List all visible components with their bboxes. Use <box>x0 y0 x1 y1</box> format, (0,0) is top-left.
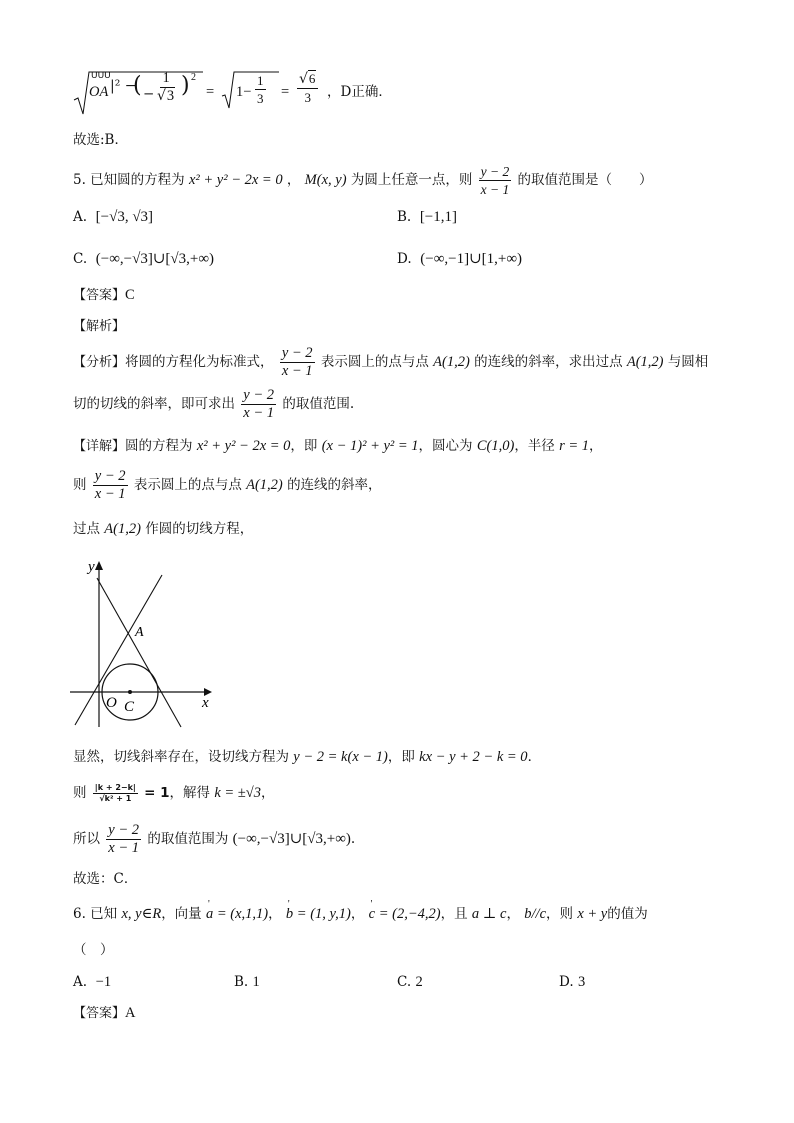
q5-option-d: D. (−∞,−1]∪[1,+∞) <box>397 251 523 267</box>
origin-label: O <box>106 695 117 711</box>
q5-option-c: C. (−∞,−√3]∪[√3,+∞) <box>73 251 215 267</box>
root6-over-3: $\frac{√6}{3}$ <box>297 70 318 106</box>
d-correct: ，D正确． <box>327 84 392 100</box>
center-label: C <box>124 699 135 715</box>
y-axis-arrow-icon <box>95 561 103 570</box>
q5-analysis-tag: 【解析】 <box>73 319 126 334</box>
one-over-root3: $\frac{1}{√3}$ <box>157 70 175 104</box>
tangent-line-positive <box>75 575 162 725</box>
q5-answer: 【答案】C <box>73 287 135 303</box>
q5-option-a: A. [−√3, √3] <box>73 209 154 225</box>
q5-range-result: 所以 $\frac{y - 2}{x - 1}$ 的取值范围为 (−∞,−√3]∪[√3,+∞). <box>73 822 356 856</box>
q5-tangent-setup: 显然，切线斜率存在，设切线方程为 y − 2 = k(x − 1)，即 kx − y + 2 − k = 0． <box>73 749 542 765</box>
document-page: UUU OA |² − ( − $\frac{1}{√3}$ ) 2 = 1− $\frac{1}{3}$ = $\frac{√6}{3}$ ，D正确． 故选:B． 5. 已知圆的方程为 x² + y² − 2x = 0 ， M(x, y) 为圆上任意一点，则 $\frac{y - 2}{x - 1}$ 的取值范围是（ ） A. [−√3, √3] B. [−1,1] C. (−∞,−√3]∪[√3,+∞) D. (−∞,−1]∪[1,+∞) 【答案】C 【解析】 【分析】将圆的方程化为标准式， $\frac{y - 2}{x - 1}$ 表示圆上的点与点 A(1,2) 的连线的斜率，求出过点 A(1,2) 与圆相 切的切线的斜率，即可求出 $\frac{y - 2}{x - 1}$ 的取值范围. 【详解】圆的方程为 x² + y² − 2x = 0，即 (x − 1)² + y² = 1，圆心为 C(1,0)，半径 r = 1， 则 $\frac{y - 2}{x - 1}$ 表示圆上的点与点 A(1,2) 的连线的斜率， 过点 A(1,2) 作圆的切线方程， y x O C A 显然，切线斜率存在，设切线方程为 y − 2 = k(x − 1)，即 kx − y + 2 − k = 0． 则 $\frac{|k + 2-k|}{\text{√k² + 1}}$ = 1，解得 k = ±√3， 所以 $\frac{y - 2}{x - 1}$ 的取值范围为 (−∞,−√3]∪[√3,+∞). 故选：C． 6. 已知 x, y∈R，向量 ' a = (x,1,1)， ' b = (1, y,1)， ' c = (2,−4,2)，且 a ⊥ c， b//c，则 x + y的值为 （ ） A. −1 B. 1 C. 2 D. 3 【答案】A <box>0 0 794 1123</box>
point-a-label: A <box>135 625 144 640</box>
conclusion-b: 故选:B． <box>73 132 128 148</box>
q5-xiangjie-line2: 则 $\frac{y - 2}{x - 1}$ 表示圆上的点与点 A(1,2) 的连线的斜率， <box>73 468 382 502</box>
vector-marker: UUU <box>91 71 111 81</box>
q5-distance-eq: 则 $\frac{|k + 2-k|}{\text{√k² + 1}}$ = 1，解得 k = ±√3， <box>73 783 275 803</box>
tangent-figure <box>66 555 216 735</box>
point-a: A(1,2) <box>433 354 470 370</box>
q6-paren: （ ） <box>73 942 114 958</box>
q6-option-b: B. 1 <box>234 974 260 990</box>
q5-stem: 5. 已知圆的方程为 x² + y² − 2x = 0 ， M(x, y) 为圆上任意一点，则 $\frac{y - 2}{x - 1}$ 的取值范围是（ ） <box>73 164 653 197</box>
q5-option-b: B. [−1,1] <box>397 209 458 225</box>
center-point <box>128 690 132 694</box>
center-c: C(1,0) <box>476 438 515 454</box>
q5-conclusion: 故选：C． <box>73 871 138 887</box>
q5-fenxi-line2: 切的切线的斜率，即可求出 $\frac{y - 2}{x - 1}$ 的取值范围. <box>73 387 355 421</box>
q6-option-a: A. −1 <box>73 974 112 990</box>
q6-answer: 【答案】A <box>73 1005 136 1021</box>
q6-option-c: C. 2 <box>397 974 423 990</box>
q5-xiangjie-line3: 过点 A(1,2) 作圆的切线方程， <box>73 521 254 537</box>
y-label: y <box>88 559 95 575</box>
x-label: x <box>202 695 209 711</box>
radius: r = 1 <box>559 438 590 454</box>
circle-equation: x² + y² − 2x = 0 <box>188 172 283 188</box>
q6-option-d: D. 3 <box>559 974 586 990</box>
q5-fenxi-line1: 【分析】将圆的方程化为标准式， $\frac{y - 2}{x - 1}$ 表示圆上的点与点 A(1,2) 的连线的斜率，求出过点 A(1,2) 与圆相 <box>73 345 709 379</box>
q5-xiangjie-line1: 【详解】圆的方程为 x² + y² − 2x = 0，即 (x − 1)² + y² = 1，圆心为 C(1,0)，半径 r = 1， <box>73 438 603 454</box>
abs-squared: |² − <box>110 78 137 94</box>
oa-label: OA <box>89 84 109 100</box>
q6-stem: 6. 已知 x, y∈R，向量 ' a = (x,1,1)， ' b = (1, y,1)， ' c = (2,−4,2)，且 a ⊥ c， b//c，则 x + y的值为 <box>73 904 648 924</box>
point-m: M(x, y) <box>304 172 347 188</box>
slope-fraction: $\frac{y - 2}{x - 1}$ <box>480 164 510 197</box>
